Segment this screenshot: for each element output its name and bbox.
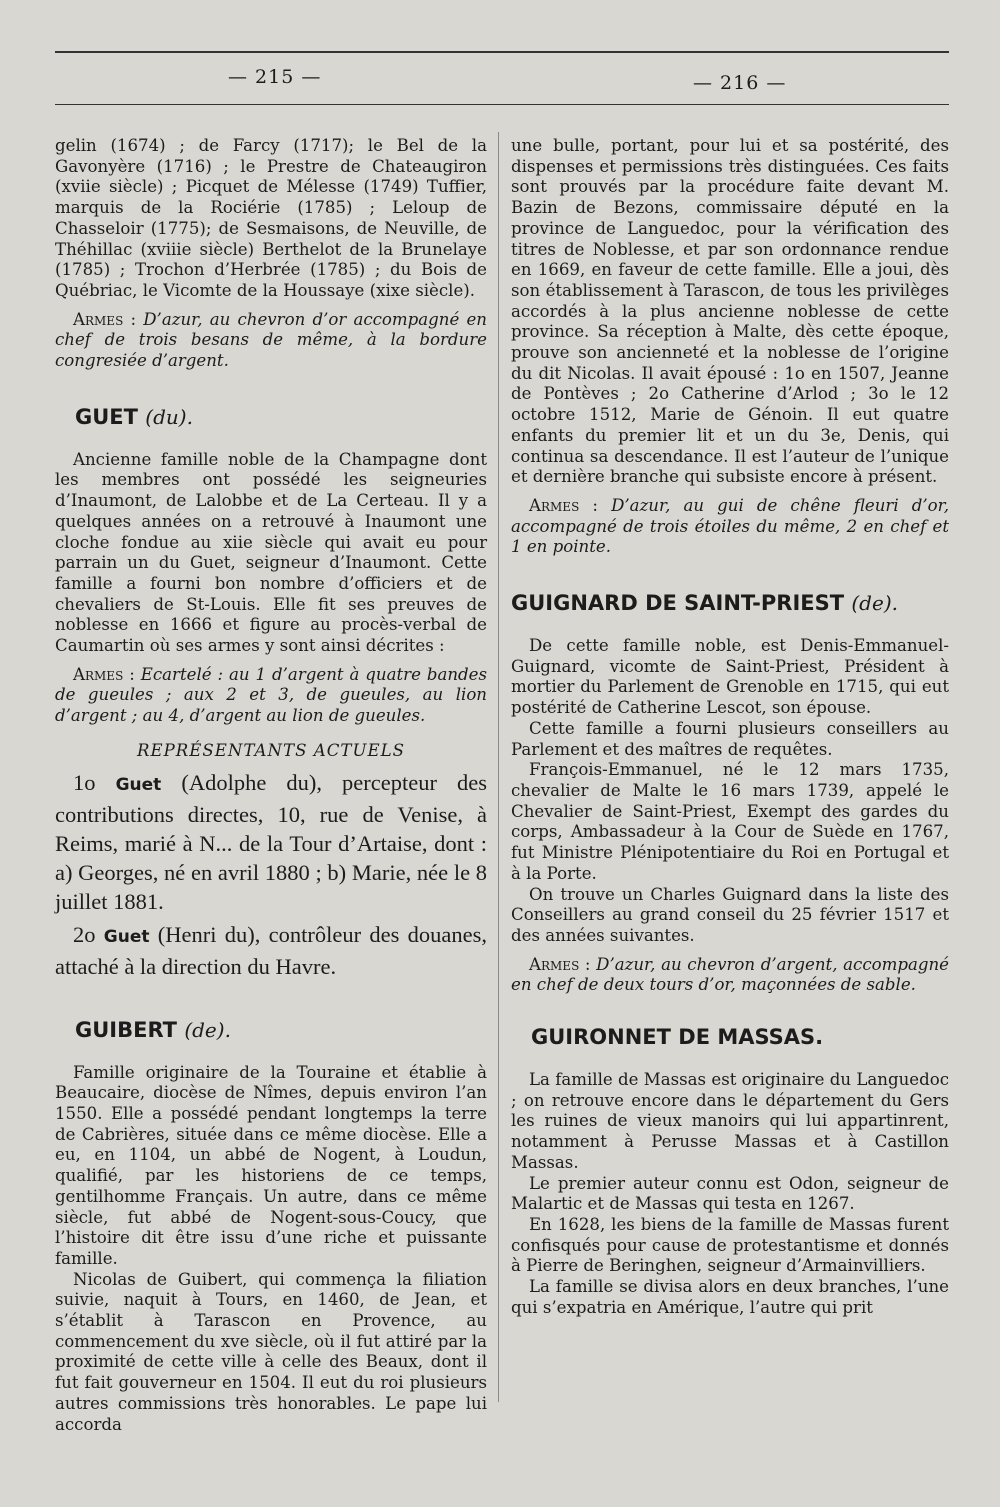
- column-divider: [498, 132, 499, 1402]
- guignard-paragraph-3: François-Emmanuel, né le 12 mars 1735, chevalier de Malte le 16 mars 1739, appelé le Chevalier de Saint-Priest, Exempt des gardes du corps, Ambassadeur à la Cour de Suède en 1767, fut Ministre Plénipotentiaire du Roi en Portugal et à la Porte.: [511, 760, 949, 883]
- rep-text: (Henri du), contrôleur des douanes, attaché à la direction du Havre.: [55, 921, 488, 979]
- left-folio: — 215 —: [228, 66, 322, 88]
- arms-text: Ecartelé : au 1 d’argent à quatre bandes de gueules ; aux 2 et 3, de gueules, au lion d’argent ; au 4, d’argent au lion de gueules.: [55, 664, 488, 726]
- guibert-paragraph-1: Famille originaire de la Touraine et établie à Beaucaire, diocèse de Nîmes, depuis environ l’an 1550. Elle a possédé pendant longtemps la terre de Cabrières, située dans ce même diocèse. Elle a eu, en 1104, un abbé de Nogent, à Loudun, qualifié, par les historiens de ce temps, gentilhomme Français. Un autre, dans ce même siècle, fut abbé de Nogent-sous-Coucy, que l’histoire dit être issu d’une riche et puissante famille.: [55, 1062, 487, 1268]
- arms-text: D’azur, au chevron d’argent, accompagné en chef de deux tours d’or, maçonnées de sable.: [511, 954, 949, 995]
- left-column: [55, 136, 487, 1435]
- heading-name: GUET: [75, 404, 138, 429]
- guignard-paragraph-2: Cette famille a fourni plusieurs conseillers au Parlement et des maîtres de requêtes.: [511, 718, 949, 759]
- massas-paragraph-4: La famille se divisa alors en deux branches, l’une qui s’expatria en Amérique, l’autre qui prit: [511, 1277, 949, 1317]
- right-folio: — 216 —: [693, 72, 787, 94]
- massas-paragraph-1: La famille de Massas est originaire du Languedoc ; on retrouve encore dans le département du Gers les ruines de vieux manoirs qui lui appartinrent, notamment à Perusse Massas et à Castillon Massas.: [511, 1070, 949, 1172]
- arms-text: D’azur, au chevron d’or accompagné en chef de trois besans de même, à la bordure congresiée d’argent.: [55, 309, 487, 371]
- arms-label: Armes :: [73, 664, 135, 684]
- guibert-paragraph-2: Nicolas de Guibert, qui commença la filiation suivie, naquit à Tours, en 1460, de Jean, et s’établit à Tarascon en Provence, au commencement du xve siècle, où il fut attiré par la proximité de cette ville à celle des Beaux, dont il fut fait gouverneur en 1504. Il eut du roi plusieurs autres commissions très honorables. Le pape lui accorda: [55, 1269, 487, 1434]
- left-arms-2: [55, 665, 487, 727]
- heading-name: GUIBERT: [75, 1017, 178, 1042]
- right-paragraph-1: une bulle, portant, pour lui et sa postérité, des dispenses et permissions très distinguées. Ces faits sont prouvés par la procédure faite devant M. Bazin de Bezons, commissaire député en la province de Languedoc, pour la vérification des titres de Noblesse, et par son ordonnance rendue en 1669, en faveur de cette famille. Elle a joui, dès son établissement à Tarascon, de tous les privilèges accordés à la plus ancienne noblesse de cette province. Sa réception à Malte, dès cette époque, prouve son ancienneté et la noblesse de l’origine du dit Nicolas. Il avait épousé : 1o en 1507, Jeanne de Pontèves ; 2o Catherine d’Arlod ; 3o le 12 octobre 1512, Marie de Génoin. Il eut quatre enfants du premier lit et un du 3e, Denis, qui continua sa descendance. Il est l’auteur de l’unique et dernière branche qui subsiste encore à présent.: [511, 136, 949, 487]
- guignard-paragraph-4: On trouve un Charles Guignard dans la liste des Conseillers au grand conseil du 25 février 1517 et des années suivantes.: [511, 884, 949, 945]
- top-rule: [55, 51, 949, 53]
- left-paragraph-1: gelin (1674) ; de Farcy (1717); le Bel de la Gavonyère (1716) ; le Prestre de Chateaugiron (xviie siècle) ; Picquet de Mélesse (1749) Tuffier, marquis de la Rociérie (1785) ; Leloup de Chasseloir (1775); de Sesmaisons, de Neuville, de Théhillac (xviiie siècle) Berthelot de la Brunelaye (1785) ; Trochon d’Herbrée (1785) ; du Bois de Québriac, le Vicomte de la Houssaye (xixe siècle).: [55, 136, 487, 300]
- arms-text: D’azur, au gui de chêne fleuri d’or, accompagné de trois étoiles du même, 2 en chef et 1 en pointe.: [511, 495, 950, 557]
- rep-name: Guet: [103, 926, 150, 947]
- guignard-paragraph-1: De cette famille noble, est Denis-Emmanuel-Guignard, vicomte de Saint-Priest, Président à mortier du Parlement de Grenoble en 1715, qui eut postérité de Catherine Lescot, son épouse.: [511, 636, 949, 718]
- right-arms-1: [511, 496, 949, 558]
- guet-paragraph: Ancienne famille noble de la Champagne dont les membres ont possédé les seigneuries d’Inaumont, de Lalobbe et de La Certeau. Il y a quelques années on a retrouvé à Inaumont une cloche fondue au xiie siècle qui avait eu pour parrain un du Guet, seigneur d’Inaumont. Cette famille a fourni bon nombre d’officiers et de chevaliers de St-Louis. Elle fit ses preuves de noblesse en 1666 et figure au procès-verbal de Caumartin où ses armes y sont ainsi décrites :: [55, 449, 487, 656]
- right-arms-2: [511, 955, 949, 996]
- left-arms-1: [55, 310, 487, 372]
- heading-particle: (de).: [184, 1017, 231, 1042]
- rep-number: 1o: [73, 769, 96, 795]
- rep-text: (Adolphe du), percepteur des contributions directes, 10, rue de Venise, à Reims, marié à N... de la Tour d’Artaise, dont : a) Georges, né en avril 1880 ; b) Marie, née le 8 juillet 1881.: [55, 769, 488, 914]
- representant-1: [55, 768, 487, 916]
- heading-guibert: [75, 1017, 487, 1043]
- rep-name: Guet: [115, 774, 162, 795]
- heading-name: GUIRONNET DE MASSAS.: [531, 1025, 824, 1050]
- rep-number: 2o: [73, 921, 96, 947]
- massas-paragraph-2: Le premier auteur connu est Odon, seigneur de Malartic et de Massas qui testa en 1267.: [511, 1173, 949, 1214]
- header-rule: [55, 104, 949, 105]
- heading-particle: (de).: [851, 591, 898, 616]
- representant-2: [55, 920, 487, 981]
- right-column: [511, 136, 949, 1318]
- heading-guet: [75, 404, 487, 430]
- heading-guironnet: [531, 1024, 949, 1050]
- heading-name: GUIGNARD DE SAINT-PRIEST: [511, 591, 845, 616]
- massas-paragraph-3: En 1628, les biens de la famille de Massas furent confisqués pour cause de protestantisme et donnés à Pierre de Beringhen, seigneur d’Armainvilliers.: [511, 1214, 949, 1276]
- heading-guignard: [511, 590, 949, 616]
- arms-label: Armes :: [73, 309, 137, 329]
- heading-particle: (du).: [145, 404, 193, 429]
- representants-heading: REPRÉSENTANTS ACTUELS: [137, 740, 405, 760]
- arms-label: Armes :: [529, 954, 591, 974]
- arms-label: Armes :: [529, 495, 598, 515]
